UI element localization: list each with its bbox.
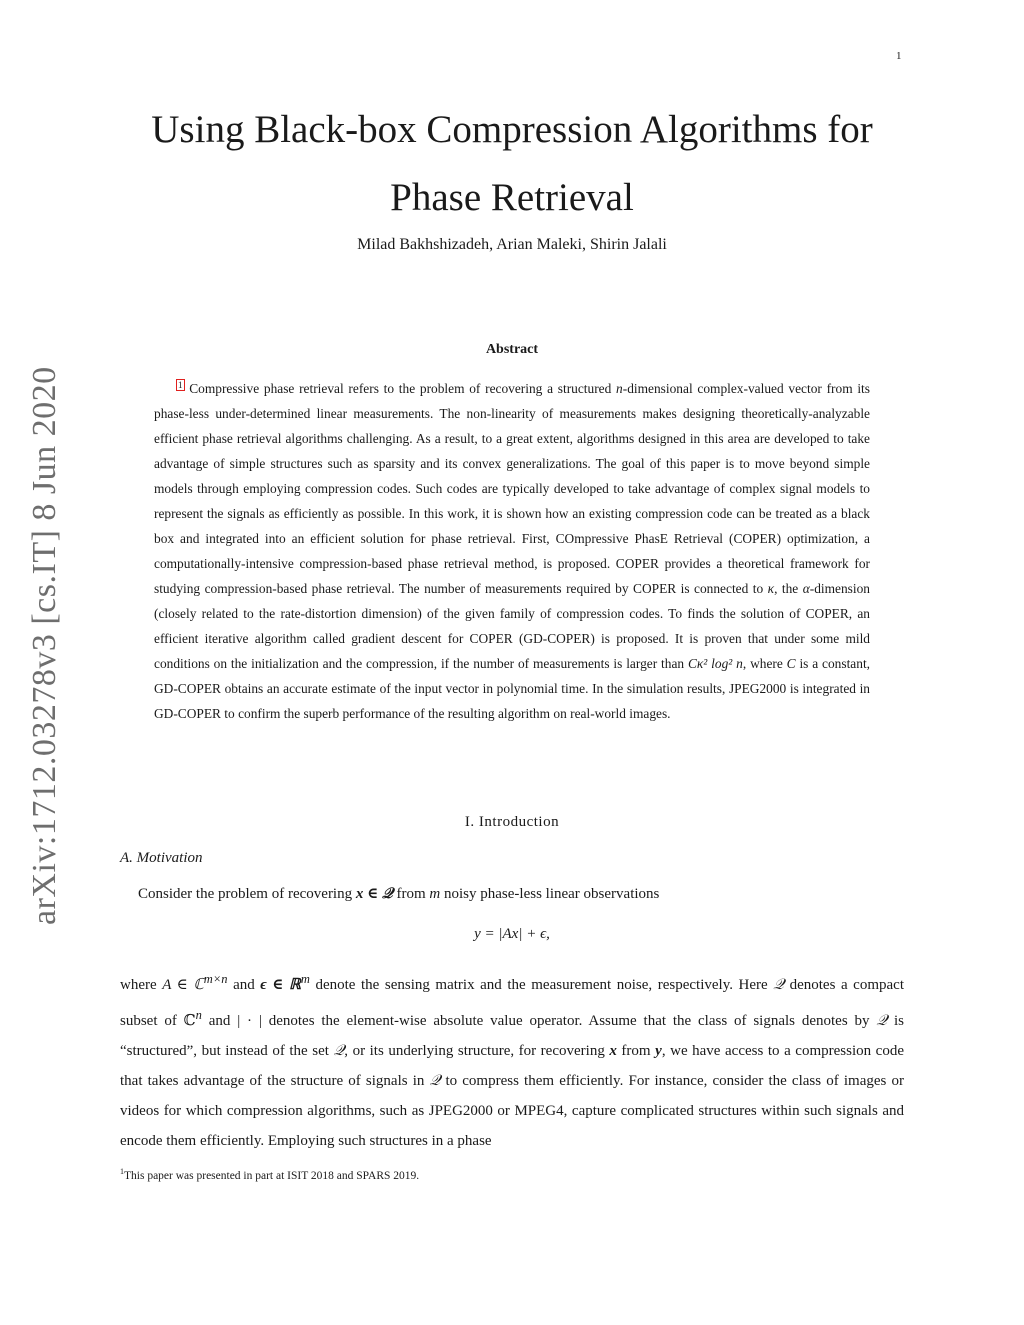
footnote-text: This paper was presented in part at ISIT 2018 and SPARS 2019.	[124, 1169, 420, 1182]
title-line-1: Using Black-box Compression Algorithms for	[151, 108, 873, 151]
display-equation: y = |Ax| + ϵ,	[474, 926, 550, 942]
arxiv-identifier-stamp: arXiv:1712.03278v3 [cs.IT] 8 Jun 2020	[26, 366, 63, 925]
footnote	[120, 1167, 419, 1182]
body-paragraph: where A ∈ ℂ$^{m\times n}$ and ϵ ∈ ℝ$^m$ denote the sensing matrix and the measurement noise, respectively. Here 𝒬 denotes a compact subset of ℂ$^n$ and | · | denotes the element-wise absolute value operator. Assume that the class of signals denotes by 𝒬 is “structured”, but instead of the set 𝒬, or its underlying structure, for recovering x from y, we have access to a compression code that takes advantage of the structure of signals in 𝒬 to compress them efficiently. For instance, consider the class of images or videos for which compression algorithms, such as JPEG2000 or MPEG4, capture complicated structures within such signals and encode them efficiently. Employing such structures in a phase	[120, 972, 904, 1149]
paper-title	[110, 96, 914, 232]
abstract-body: 1 Compressive phase retrieval refers to the problem of recovering a structured n-dimensional complex-valued vector from its phase-less under-determined linear measurements. The non-linearity of measurements makes designing theoretically-analyzable efficient phase retrieval algorithms challenging. As a result, to a great extent, algorithms designed in this area are developed to take advantage of simple structures such as sparsity and its convex generalizations. The goal of this paper is to move beyond simple models through employing compression codes. Such codes are typically developed to take advantage of complex signal models to represent the signals as efficiently as possible. In this work, it is shown how an existing compression code can be treated as a black box and integrated into an efficient solution for phase retrieval. First, COmpressive PhasE Retrieval (COPER) optimization, a computationally-intensive compression-based phase retrieval method, is proposed. COPER provides a theoretical framework for studying compression-based phase retrieval. The number of measurements required by COPER is connected to κ, the α-dimension (closely related to the rate-distortion dimension) of the given family of compression codes. To finds the solution of COPER, an efficient iterative algorithm called gradient descent for COPER (GD-COPER) is proposed. It is proven that under some mild conditions on the initialization and the compression, if the number of measurements is larger than Cκ² log² n, where C is a constant, GD-COPER obtains an accurate estimate of the input vector in polynomial time. In the simulation results, JPEG2000 is integrated in GD-COPER to confirm the superb performance of the resulting algorithm on real-world images.	[154, 380, 871, 721]
author-list: Milad Bakhshizadeh, Arian Maleki, Shirin Jalali	[357, 236, 667, 253]
footnote-link[interactable]: 1	[178, 380, 183, 390]
footnote-marker: 1	[120, 1167, 124, 1176]
subsection-heading-motivation: A. Motivation	[120, 850, 203, 866]
intro-sentence: Consider the problem of recovering x ∈ 𝒬 from m noisy phase-less linear observations	[138, 886, 660, 902]
title-line-2: Phase Retrieval	[390, 176, 634, 219]
section-heading-introduction: I. Introduction	[464, 814, 560, 830]
page-number: 1	[896, 50, 902, 62]
abstract-heading: Abstract	[485, 342, 539, 357]
